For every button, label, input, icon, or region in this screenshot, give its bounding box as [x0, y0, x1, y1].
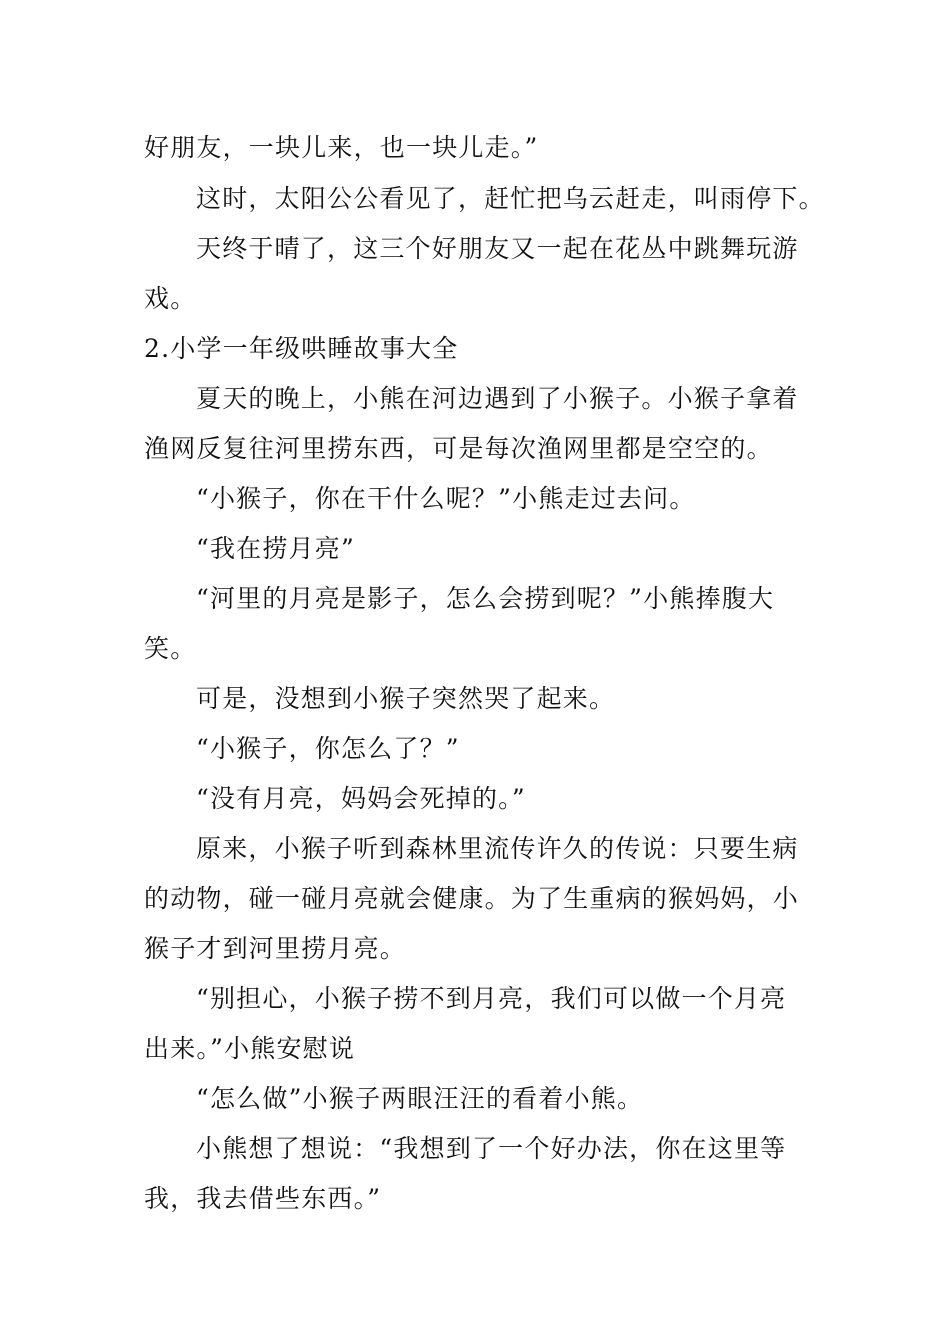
text-line: 天终于晴了，这三个好朋友又一起在花丛中跳舞玩游	[196, 234, 799, 263]
text-line: 小熊想了想说：“我想到了一个好办法，你在这里等	[196, 1134, 787, 1163]
text-line: 好朋友，一块儿来，也一块儿走。”	[144, 133, 539, 162]
text-line: “小猴子，你怎么了？”	[196, 734, 460, 763]
text-line: 笑。	[144, 634, 197, 663]
text-line: “小猴子，你在干什么呢？”小熊走过去问。	[196, 484, 696, 513]
text-line: 夏天的晚上，小熊在河边遇到了小猴子。小猴子拿着	[196, 384, 799, 413]
text-line: 的动物，碰一碰月亮就会健康。为了生重病的猴妈妈，小	[144, 884, 800, 913]
text-line: 渔网反复往河里捞东西，可是每次渔网里都是空空的。	[144, 434, 773, 463]
section-heading: 2.小学一年级哄睡故事大全	[144, 334, 459, 363]
text-line: 可是，没想到小猴子突然哭了起来。	[196, 684, 616, 713]
text-line: 猴子才到河里捞月亮。	[144, 934, 407, 963]
text-line: 原来，小猴子听到森林里流传许久的传说：只要生病	[196, 834, 799, 863]
text-line: 出来。”小熊安慰说	[144, 1034, 356, 1063]
text-line: 戏。	[144, 284, 197, 313]
text-line: “别担心，小猴子捞不到月亮，我们可以做一个月亮	[196, 984, 787, 1013]
text-line: 我，我去借些东西。”	[144, 1184, 382, 1213]
text-line: “河里的月亮是影子，怎么会捞到呢？”小熊捧腹大	[196, 584, 775, 613]
text-line: 这时，太阳公公看见了，赶忙把乌云赶走，叫雨停下。	[196, 184, 825, 213]
text-line: “怎么做”小猴子两眼汪汪的看着小熊。	[196, 1084, 644, 1113]
text-line: “没有月亮，妈妈会死掉的。”	[196, 784, 526, 813]
text-line: “我在捞月亮”	[196, 534, 355, 563]
